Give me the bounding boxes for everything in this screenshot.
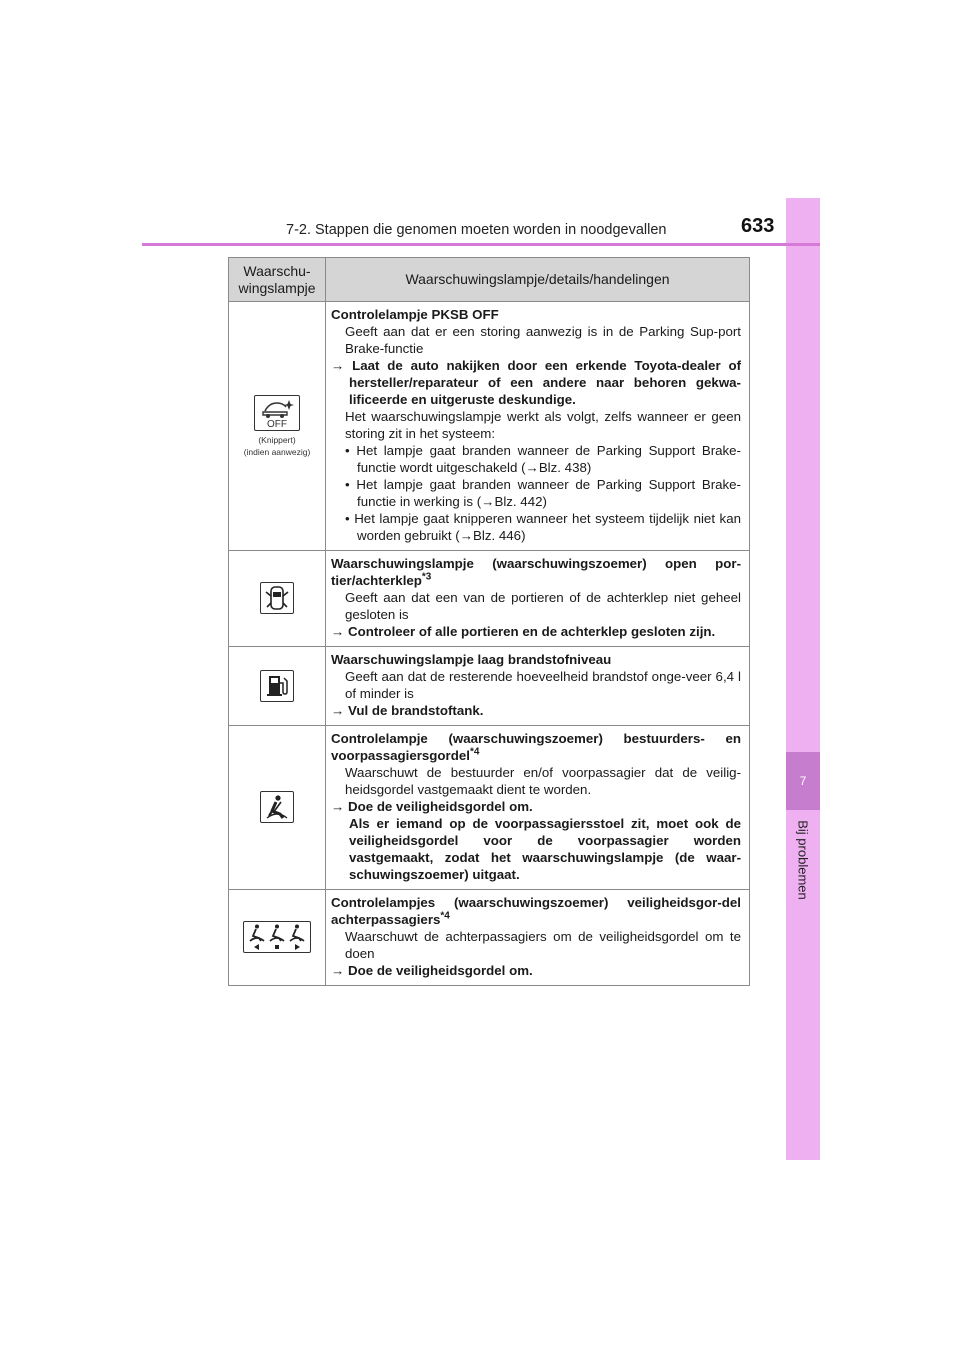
row-title: Waarschuwingslampje laag brandstofniveau: [331, 652, 612, 667]
row-action: → Doe de veiligheidsgordel om.: [331, 963, 533, 978]
table-row: [229, 302, 750, 551]
arrow-icon: →: [331, 358, 353, 373]
list-item: • Het lampje gaat knipperen wanneer het systeem tijdelijk niet kan worden gebruikt (→Blz. 446): [345, 511, 741, 543]
details-cell: [326, 726, 750, 890]
icon-note-blinking: (Knippert): [258, 435, 296, 445]
list-item: • Het lampje gaat branden wanneer de Parking Support Brake-functie wordt uitgeschakeld (→Blz. 438): [345, 443, 741, 475]
row-description: Waarschuwt de achterpassagiers om de veiligheidsgordel om te doen: [345, 929, 741, 961]
open-door-icon: [260, 582, 294, 614]
rear-seatbelt-icon: [243, 921, 311, 953]
row-description: Geeft aan dat een van de portieren of de achterklep niet geheel gesloten is: [345, 590, 741, 622]
pksb-off-icon: [254, 395, 300, 431]
row-title: Controlelampjes (waarschuwingszoemer) veiligheidsgor-del achterpassagiers$^{*4}$: [331, 895, 741, 927]
icon-cell: [229, 302, 326, 551]
row-title: Controlelampje PKSB OFF: [331, 307, 499, 322]
footnote-mark: *3: [421, 571, 432, 583]
footnote-mark: *4: [440, 910, 450, 922]
fuel-pump-icon: [260, 670, 294, 702]
table-row: [229, 551, 750, 647]
icon-cell: [229, 551, 326, 647]
details-cell: [326, 302, 750, 551]
column-header-light: Waarschu- wingslampje: [229, 258, 326, 302]
chapter-number: 7: [786, 752, 820, 810]
arrow-icon: →: [331, 703, 348, 718]
details-cell: [326, 890, 750, 986]
icon-note-if-present: (indien aanwezig): [243, 447, 311, 457]
section-title: 7-2. Stappen die genomen moeten worden in noodgevallen: [286, 222, 667, 238]
details-cell: [326, 647, 750, 726]
table-row: [229, 726, 750, 890]
table-row: [229, 647, 750, 726]
row-description: Geeft aan dat de resterende hoeveelheid brandstof onge-veer 6,4 l of minder is: [345, 669, 741, 701]
row-action: → Doe de veiligheidsgordel om.: [331, 799, 533, 814]
svg-text:OFF: OFF: [267, 419, 287, 429]
header-rule: [142, 243, 820, 246]
chapter-label: Bij problemen: [795, 820, 811, 900]
chapter-side-tab: [786, 198, 820, 1160]
list-item: • Het lampje gaat branden wanneer de Parking Support Brake-functie in werking is (→Blz. 442): [345, 477, 741, 509]
icon-cell: [229, 647, 326, 726]
row-title: Waarschuwingslampje (waarschuwingszoemer) open por-tier/achterklep$^{*3}$: [331, 556, 741, 588]
seatbelt-icon: [260, 791, 294, 823]
row-action-extra: Als er iemand op de voorpassagiersstoel zit, moet ook de veiligheidsgordel voor de voorpassagier worden vastgemaakt, zodat het waarschuwingslampje (de waar-schuwingszoemer) uitgaat.: [349, 816, 741, 882]
arrow-icon: →: [331, 963, 348, 978]
row-action: → Controleer of alle portieren en de achterklep gesloten zijn.: [331, 624, 716, 639]
table-row: [229, 890, 750, 986]
row-action: → Laat de auto nakijken door een erkende Toyota-dealer of hersteller/reparateur of een andere naar behoren gekwa-lificeerde en uitgeruste deskundige.: [331, 358, 741, 407]
footnote-mark: *4: [469, 746, 480, 758]
arrow-icon: →: [331, 624, 348, 639]
row-action: → Vul de brandstoftank.: [331, 703, 484, 718]
column-header-details: Waarschuwingslampje/details/handelingen: [326, 258, 750, 302]
page-number: 633: [741, 215, 775, 237]
row-description: Waarschuwt de bestuurder en/of voorpassagier dat de veilig-heidsgordel vastgemaakt dient te worden.: [345, 765, 741, 797]
table-header-row: [229, 258, 750, 302]
row-extra: Het waarschuwingslampje werkt als volgt, zelfs wanneer er geen storing zit in het systeem:: [345, 409, 741, 441]
details-cell: [326, 551, 750, 647]
row-description: Geeft aan dat er een storing aanwezig is in de Parking Sup-port Brake-functie: [345, 324, 741, 356]
arrow-icon: →: [331, 799, 348, 814]
warning-lights-table: [228, 257, 750, 986]
icon-cell: [229, 890, 326, 986]
row-title: Controlelampje (waarschuwingszoemer) bestuurders- en voorpassagiersgordel$^{*4}$: [331, 731, 741, 763]
icon-cell: [229, 726, 326, 890]
